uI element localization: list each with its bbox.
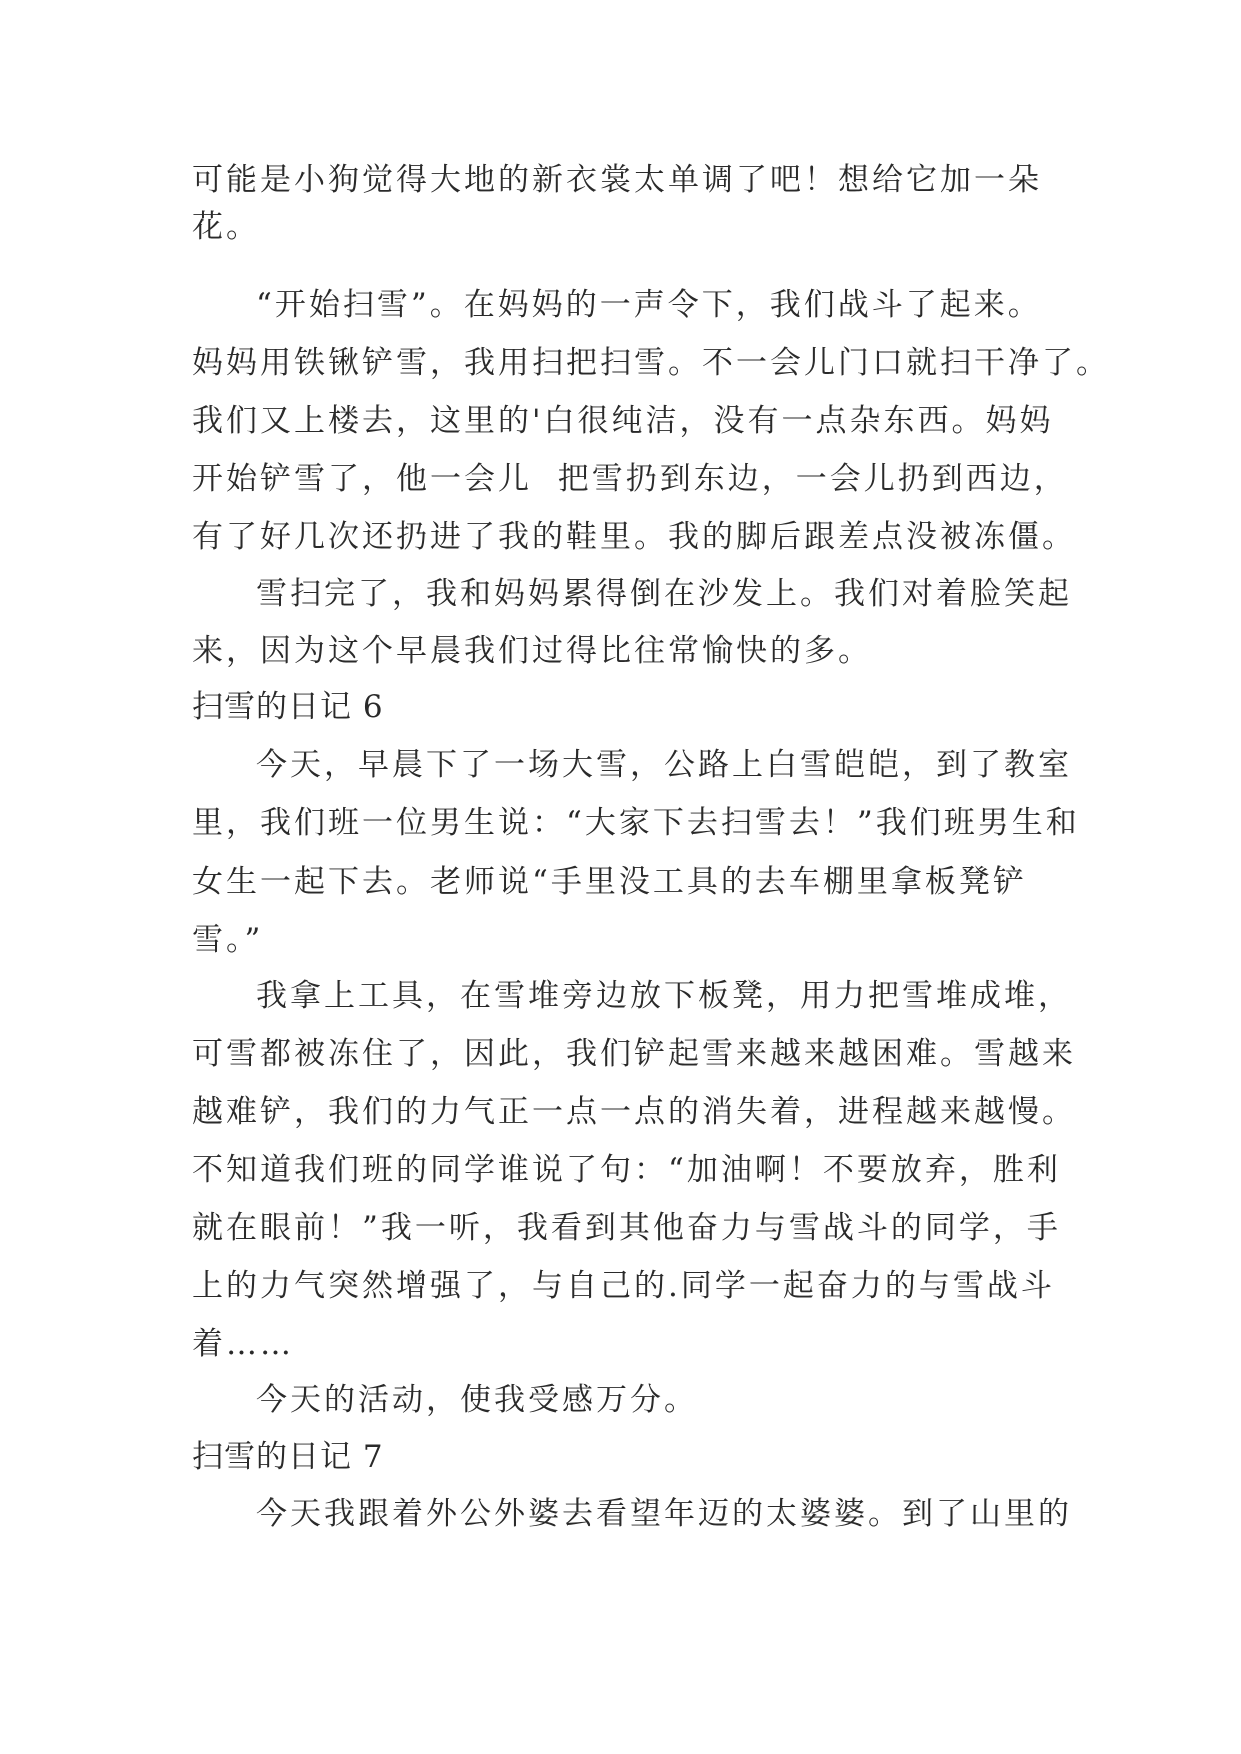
paragraph-line: 今天的活动，使我受感万分。 [256,1382,698,1418]
text-line: 越难铲，我们的力气正一点一点的消失着，进程越来越慢。 [192,1094,1076,1130]
text-line: 不知道我们班的同学谁说了句：“加油啊！不要放弃，胜利 [192,1152,1061,1188]
text-line: 妈妈用铁锹铲雪，我用扫把扫雪。不一会儿门口就扫干净了。 [192,345,1110,381]
paragraph-line: 今天我跟着外公外婆去看望年迈的太婆婆。到了山里的 [256,1496,1072,1532]
text-line: 上的力气突然增强了，与自己的.同学一起奋力的与雪战斗 [192,1268,1055,1304]
text-line: 花。 [192,209,260,245]
text-line: 开始铲雪了，他一会儿 把雪扔到东边，一会儿扔到西边， [192,461,1068,497]
text-line: 可能是小狗觉得大地的新衣裳太单调了吧！想给它加一朵 [192,162,1042,198]
section-heading: 扫雪的日记 7 [192,1439,384,1475]
text-line: 可雪都被冻住了，因此，我们铲起雪来越来越困难。雪越来 [192,1036,1076,1072]
paragraph-line: “开始扫雪”。在妈妈的一声令下，我们战斗了起来。 [256,287,1042,323]
text-line: 就在眼前！”我一听，我看到其他奋力与雪战斗的同学，手 [192,1210,1061,1246]
paragraph-line: 今天，早晨下了一场大雪，公路上白雪皑皑，到了教室 [256,747,1072,783]
text-line: 我们又上楼去，这里的'白很纯洁，没有一点杂东西。妈妈 [192,403,1054,439]
section-heading: 扫雪的日记 6 [192,689,384,725]
text-line: 女生一起下去。老师说“手里没工具的去车棚里拿板凳铲 [192,864,1027,900]
text-line: 来，因为这个早晨我们过得比往常愉快的多。 [192,633,872,669]
text-line: 雪。” [192,922,264,958]
paragraph-line: 雪扫完了，我和妈妈累得倒在沙发上。我们对着脸笑起 [256,576,1072,612]
text-line: 里，我们班一位男生说：“大家下去扫雪去！”我们班男生和 [192,805,1080,841]
paragraph-line: 我拿上工具，在雪堆旁边放下板凳，用力把雪堆成堆， [256,978,1072,1014]
text-line: 有了好几次还扔进了我的鞋里。我的脚后跟差点没被冻僵。 [192,519,1076,555]
text-line: 着…… [192,1326,294,1362]
